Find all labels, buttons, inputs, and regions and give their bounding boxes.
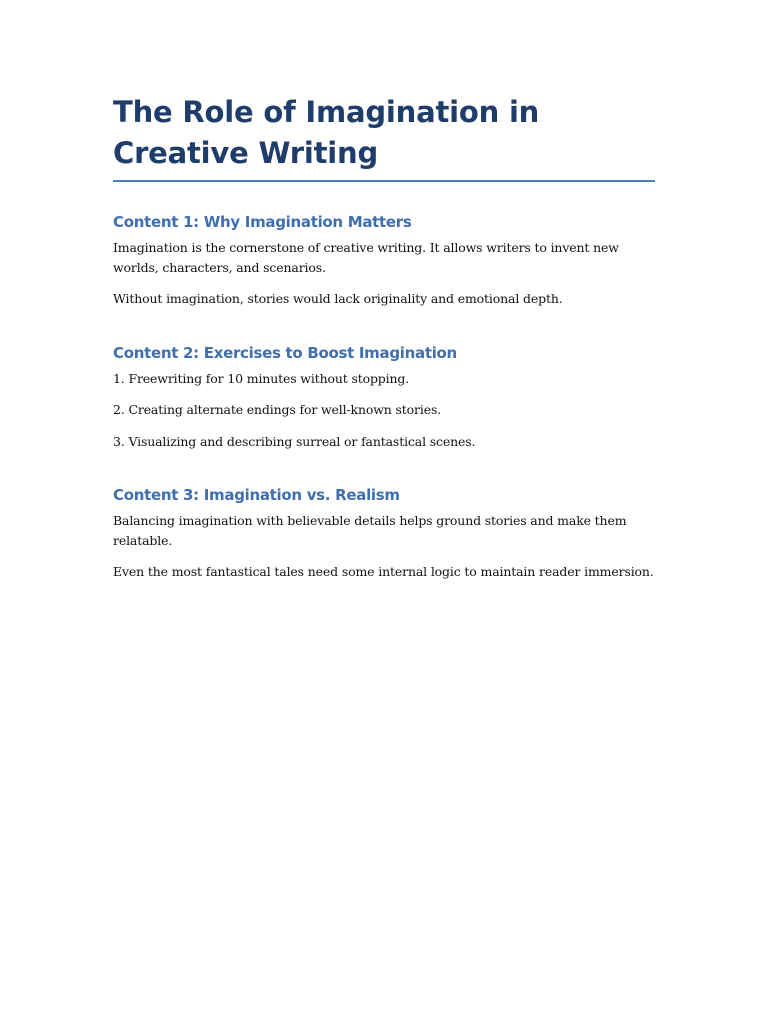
section-heading: Content 3: Imagination vs. Realism xyxy=(113,486,400,504)
paragraph: Balancing imagination with believable details helps ground stories and make them relatable. xyxy=(113,513,627,548)
document-page xyxy=(113,92,655,616)
list-item: 3. Visualizing and describing surreal or fantastical scenes. xyxy=(113,433,476,449)
list-item: 2. Creating alternate endings for well-known stories. xyxy=(113,402,442,417)
section-why-imagination-matters xyxy=(113,212,655,309)
document-title: The Role of Imagination in Creative Writing xyxy=(113,95,540,170)
paragraph: Without imagination, stories would lack originality and emotional depth. xyxy=(113,291,563,306)
section-heading: Content 2: Exercises to Boost Imagination xyxy=(113,343,457,362)
list-item: 1. Freewriting for 10 minutes without stopping. xyxy=(113,370,410,386)
section-heading: Content 1: Why Imagination Matters xyxy=(113,213,412,231)
paragraph: Even the most fantastical tales need some internal logic to maintain reader immersion. xyxy=(113,564,654,579)
section-exercises xyxy=(113,343,655,452)
section-imagination-vs-realism xyxy=(113,485,655,582)
paragraph: Imagination is the cornerstone of creative writing. It allows writers to invent new worlds, characters, and scenarios. xyxy=(113,240,619,275)
title-divider xyxy=(113,180,655,182)
